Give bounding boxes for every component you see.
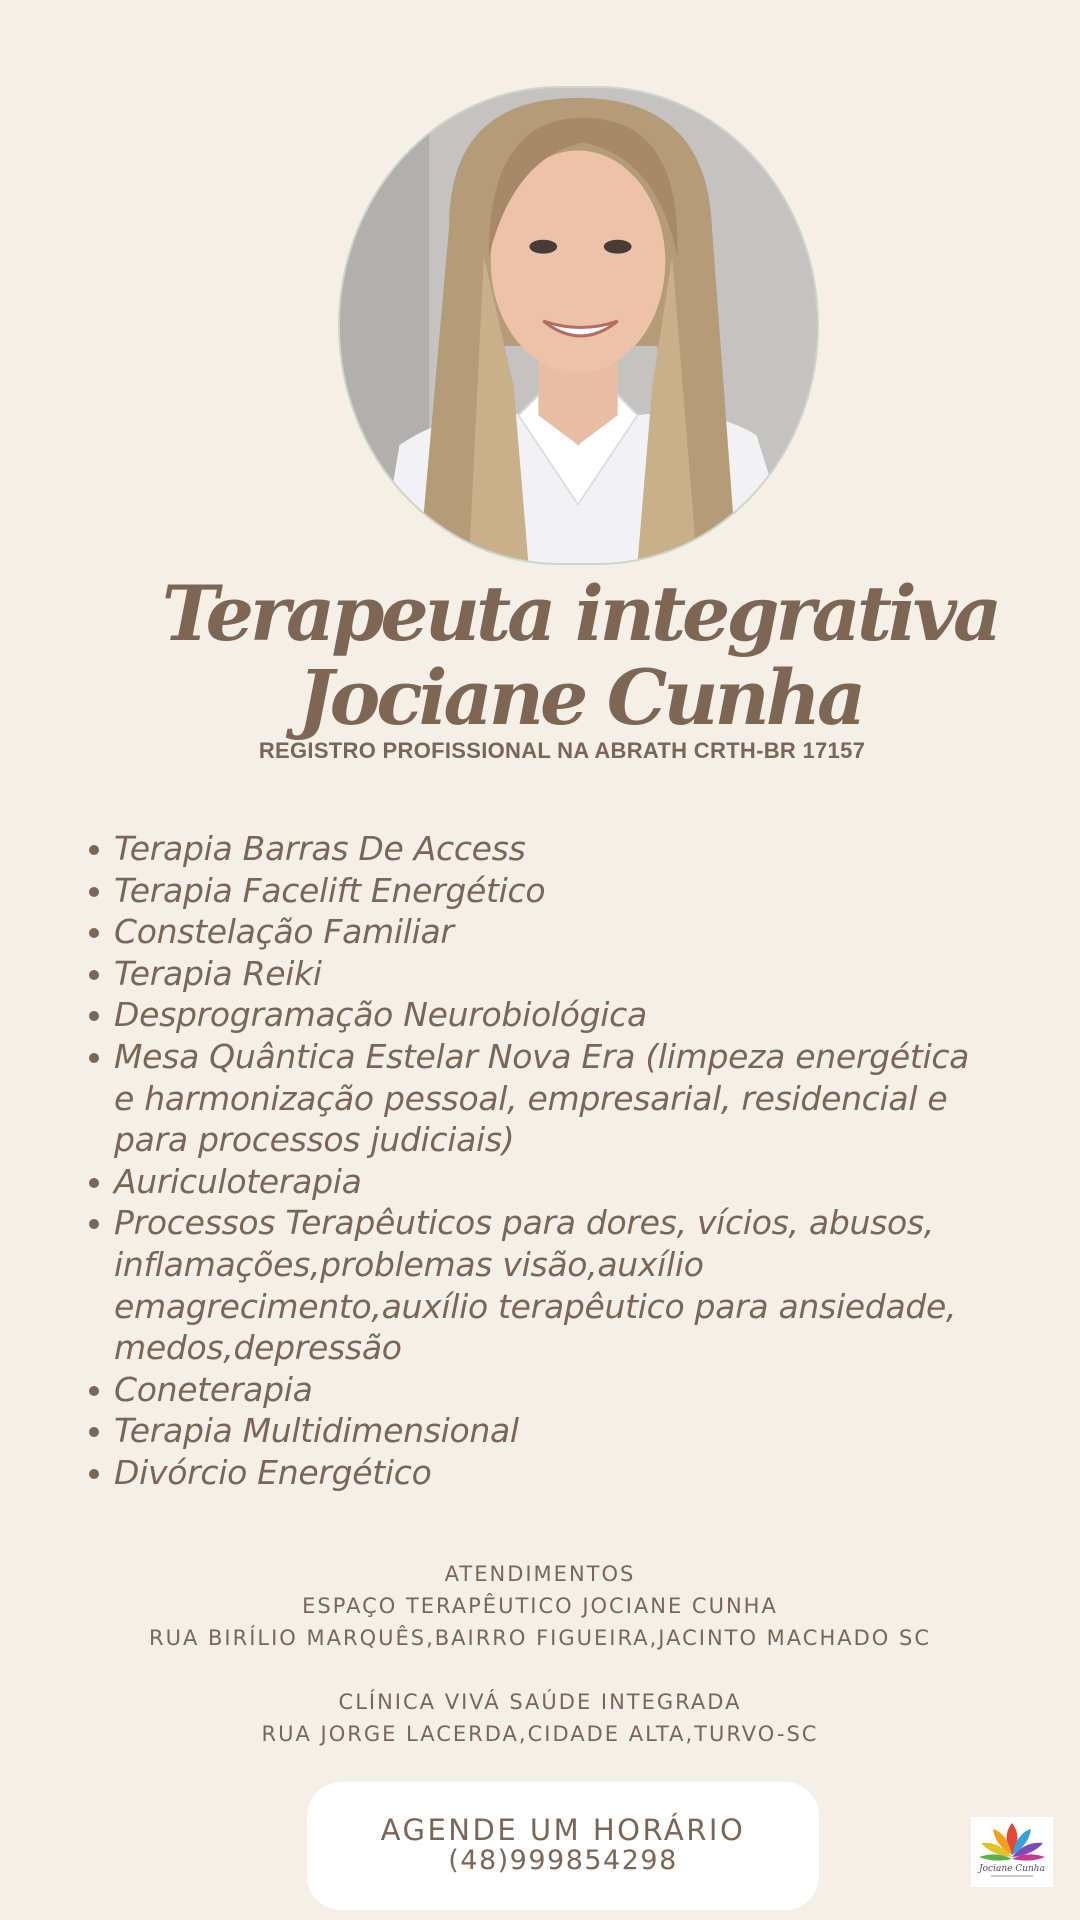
lotus-logo-icon (971, 1817, 1053, 1887)
service-item: Processos Terapêuticos para dores, vícios, abusos, inflamações,problemas visão,auxílio emagrecimento,auxílio terapêutico para ansiedade, medos,depressão (86, 1202, 986, 1368)
schedule-button[interactable] (307, 1782, 819, 1910)
service-item: Divórcio Energético (86, 1452, 986, 1494)
schedule-button-label: AGENDE UM HORÁRIO (380, 1813, 746, 1847)
page-title (0, 569, 1080, 742)
portrait-image (340, 88, 817, 563)
service-item: Terapia Multidimensional (86, 1410, 986, 1452)
logo-text: Jociane Cunha (979, 1864, 1045, 1874)
service-item: Constelação Familiar (86, 911, 986, 953)
spacer (0, 1654, 1080, 1686)
profile-photo (338, 86, 819, 565)
phone-number: (48)999854298 (448, 1845, 678, 1876)
atendimentos-heading: ATENDIMENTOS (444, 1562, 636, 1586)
title-line-2: Jociane Cunha (297, 653, 863, 742)
service-item: Mesa Quântica Estelar Nova Era (limpeza energética e harmonização pessoal, empresarial, residencial e para processos judiciais) (86, 1036, 986, 1161)
location-2-name: CLÍNICA VIVÁ SAÚDE INTEGRADA (338, 1690, 742, 1714)
professional-registration: REGISTRO PROFISSIONAL NA ABRATH CRTH-BR 17157 (258, 738, 866, 763)
service-item: Terapia Facelift Energético (86, 870, 986, 912)
location-1-address: RUA BIRÍLIO MARQUÊS,BAIRRO FIGUEIRA,JACINTO MACHADO SC (149, 1626, 931, 1650)
service-item: Terapia Barras De Access (86, 828, 986, 870)
service-item: Terapia Reiki (86, 953, 986, 995)
location-2-address: RUA JORGE LACERDA,CIDADE ALTA,TURVO-SC (261, 1722, 819, 1746)
location-1-name: ESPAÇO TERAPÊUTICO JOCIANE CUNHA (302, 1594, 778, 1618)
atendimentos-section (0, 1558, 1080, 1750)
service-item: Coneterapia (86, 1369, 986, 1411)
brand-logo (971, 1817, 1053, 1887)
service-item: Auriculoterapia (86, 1161, 986, 1203)
service-item: Desprogramação Neurobiológica (86, 994, 986, 1036)
title-line-1: Terapeuta integrativa (161, 569, 999, 658)
services-list (86, 828, 986, 1494)
